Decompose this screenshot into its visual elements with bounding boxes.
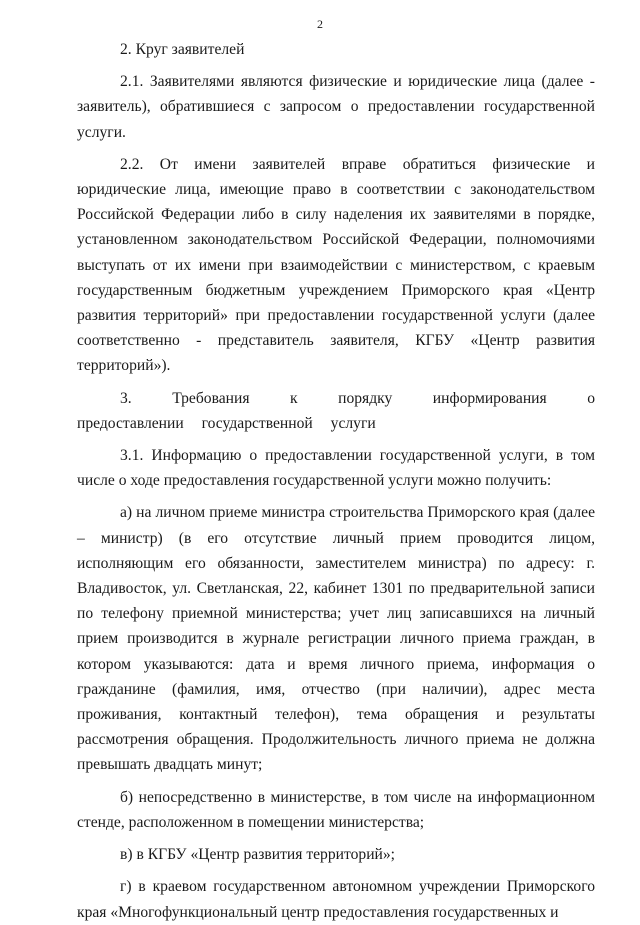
paragraph-2-2: 2.2. От имени заявителей вправе обратиться физические и юридические лица, имеющие право в соответствии с законодательством Российской Федерации либо в силу наделения их заявителями в порядке, установленном законодательством Российской Федерации, полномочиями выступать от их имени при взаимодействии с министерством, с краевым государственным бюджетным учреждением Приморского края «Центр развития территорий» при предоставлении государственной услуги (далее соответственно - представитель заявителя, КГБУ «Центр развития территорий»).: [77, 155, 595, 375]
paragraph-3-1-b: б) непосредственно в министерстве, в том числе на информационном стенде, расположенном в помещении министерства;: [77, 788, 595, 831]
paragraph-3-1-a: а) на личном приеме министра строительства Приморского края (далее – министр) (в его отсутствие личный прием проводится лицом, исполняющим его обязанности, заместителем министра) по адресу: г. Владивосток, ул. Светланская, 22, кабинет 1301 по предварительной записи по телефону приемной министерства; учет лиц записавшихся на личный прием производится в журнале регистрации личного приема граждан, в котором указываются: дата и время личного приема, информация о гражданине (фамилия, имя, отчество (при наличии), адрес места проживания, контактный телефон), тема обращения и результаты рассмотрения обращения. Продолжительность личного приема не должна превышать двадцать минут;: [77, 504, 595, 774]
paragraph-3-1-g: г) в краевом государственном автономном учреждении Приморского края «Многофункциональный центр предоставления государственных и: [77, 878, 595, 921]
document-body: [77, 37, 595, 925]
section-3-heading: 3. Требования к порядку информирования о предоставлении государственной услуги: [77, 389, 595, 432]
paragraph-3-1: 3.1. Информацию о предоставлении государственной услуги, в том числе о ходе предоставления государственной услуги можно получить:: [77, 447, 595, 490]
page-number: 2: [317, 17, 323, 31]
paragraph-2-1: 2.1. Заявителями являются физические и юридические лица (далее - заявитель), обратившиеся с запросом о предоставлении государственной услуги.: [77, 73, 595, 141]
section-2-heading: 2. Круг заявителей: [120, 41, 245, 58]
paragraph-3-1-v: в) в КГБУ «Центр развития территорий»;: [120, 846, 396, 864]
